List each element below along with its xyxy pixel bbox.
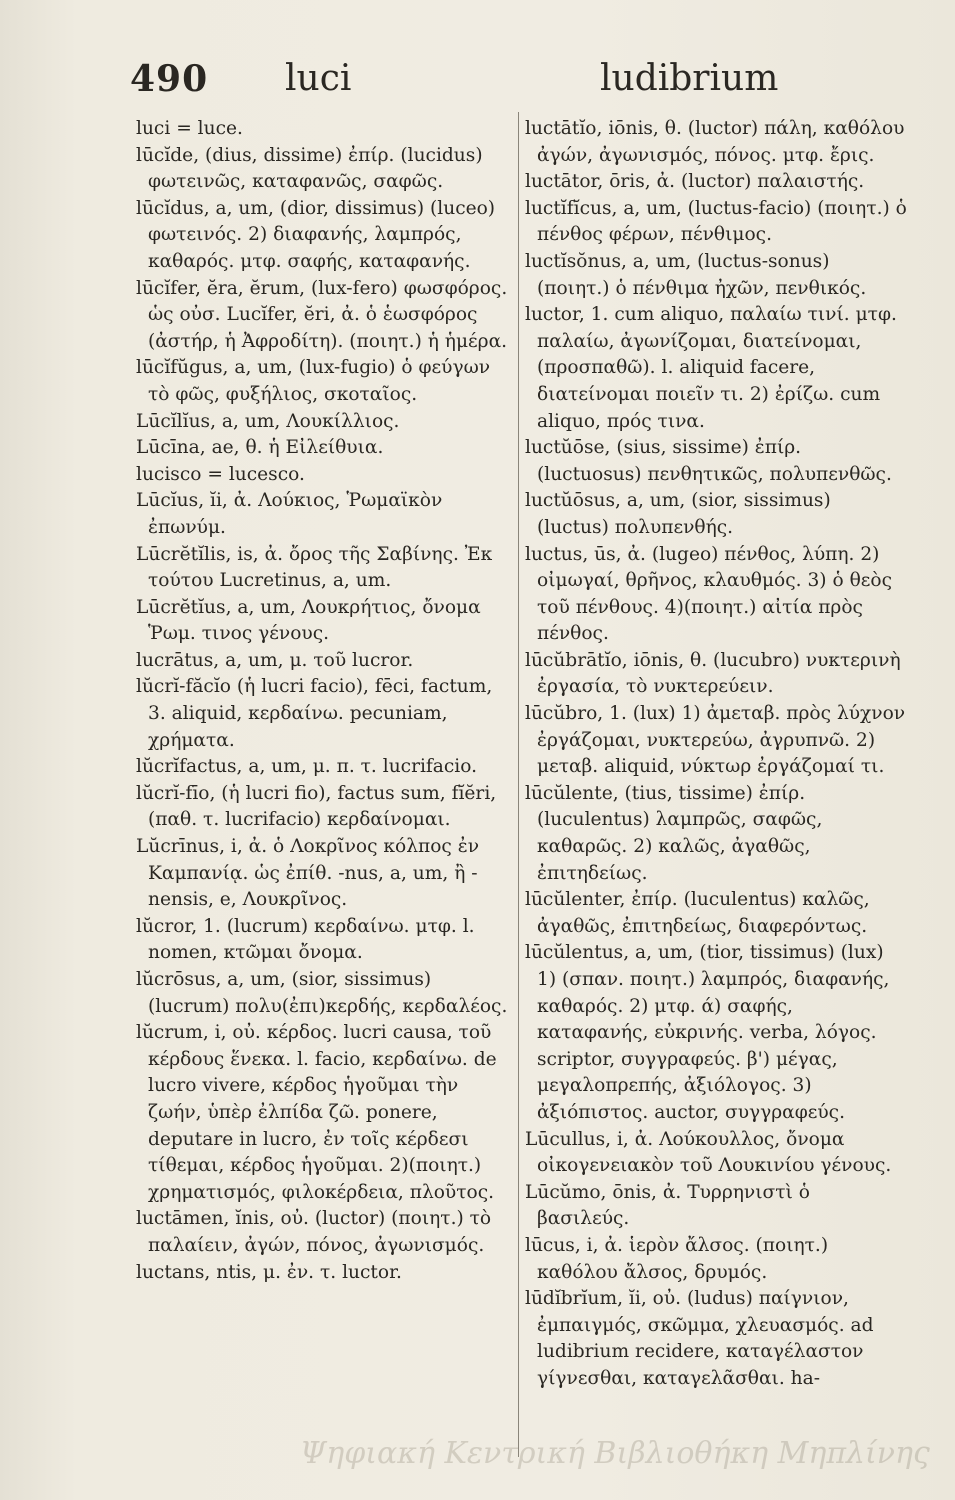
dictionary-entry: lucrātus, a, um, μ. τοῦ lucror. [136, 649, 414, 671]
dictionary-entry: luctor, 1. cum aliquo, παλαίω τινί. μτφ. παλαίω, ἀγωνίζομαι, διατείνομαι, (προσπαθῶ). l. aliquid facere, διατείνομαι ποιεῖν τι. 2) ἐρίζω. cum aliquo, πρός τινα. [525, 304, 897, 432]
dictionary-entry: lŭcrĭfactus, a, um, μ. π. τ. lucrifacio. [136, 756, 478, 778]
dictionary-entry: luctĭsŏnus, a, um, (luctus-sonus) (ποιητ.) ὁ πένθιμα ἠχῶν, πενθικός. [525, 250, 867, 299]
dictionary-entry: luctātĭo, iōnis, θ. (luctor) πάλη, καθόλου ἀγών, ἀγωνισμός, πόνος. μτφ. ἔρις. [525, 118, 905, 166]
dictionary-entry: lūcŭbro, 1. (lux) 1) ἀμεταβ. πρὸς λύχνον ἐργάζομαι, νυκτερεύω, ἀγρυπνῶ. 2) μεταβ. aliquid, νύκτωρ ἐργάζομαί τι. [525, 703, 906, 778]
left-running-headword: luci [285, 58, 352, 99]
library-watermark: Ψηφιακή Κεντρική Βιβλιοθήκη Μηπλίνης [300, 1436, 930, 1471]
dictionary-entry: lūcŭlenter, ἐπίρ. (luculentus) καλῶς, ἀγαθῶς, ἐπιτηδείως, διαφερόντως. [525, 889, 870, 937]
dictionary-entry: lūcĭfer, ĕra, ĕrum, (lux-fero) φωσφόρος. ὡς οὐσ. Lucĭfer, ĕri, ἀ. ὁ ἑωσφόρος (ἀστήρ, ἡ Ἀφροδίτη). (ποιητ.) ἡ ἡμέρα. [136, 277, 508, 352]
dictionary-entry: lŭcrum, i, οὐ. κέρδος. lucri causa, τοῦ κέρδους ἕνεκα. l. facio, κερδαίνω. de lucro vivere, κέρδος ἡγοῦμαι τὴν ζωήν, ὑπὲρ ἐλπίδα ζῶ. ponere, deputare in lucro, ἐν τοῖς κέρδεσι τίθεμαι, κέρδος ἡγοῦμαι. 2)(ποιητ.) χρηματισμός, φιλοκέρδεια, πλοῦτος. [136, 1022, 497, 1203]
column-divider [518, 112, 519, 1457]
dictionary-entry: Lūcŭmo, ōnis, ἀ. Τυρρηνιστὶ ὁ βασιλεύς. [525, 1181, 810, 1230]
dictionary-entry: Lūcīna, ae, θ. ἡ Εἰλείθυια. [136, 437, 384, 459]
dictionary-entry: Lūcĭlĭus, a, um, Λουκίλλιος. [136, 410, 400, 432]
dictionary-entry: lūdĭbrĭum, ĭi, οὐ. (ludus) παίγνιον, ἐμπαιγμός, σκῶμμα, χλευασμός. ad ludibrium recidere, καταγέλαστον γίγνεσθαι, καταγελᾶσθαι. ha- [525, 1288, 874, 1389]
dictionary-entry: lūcŭlente, (tius, tissime) ἐπίρ. (luculentus) λαμπρῶς, σαφῶς, καθαρῶς. 2) καλῶς, ἀγαθῶς, ἐπιτηδείως. [525, 782, 823, 884]
dictionary-entry: luci = luce. [136, 118, 243, 139]
dictionary-entry: lŭcrĭ-fīo, (ἡ lucri fio), factus sum, fĭĕri, (παθ. τ. lucrifacio) κερδαίνομαι. [136, 782, 497, 831]
dictionary-entry: luctus, ūs, ἀ. (lugeo) πένθος, λύπη. 2) οἰμωγαί, θρῆνος, κλαυθμός. 3) ὁ θεὸς τοῦ πένθους. 4)(ποιητ.) αἰτία πρὸς πένθος. [525, 543, 893, 645]
dictionary-entry: lūcus, i, ἀ. ἱερὸν ἄλσος. (ποιητ.) καθόλου ἄλσος, δρυμός. [525, 1234, 829, 1283]
dictionary-entry: lucisco = lucesco. [136, 463, 305, 485]
dictionary-entry: lūcĭdus, a, um, (dior, dissimus) (luceo) φωτεινός. 2) διαφανής, λαμπρός, καθαρός. μτφ. σαφής, καταφανής. [136, 197, 496, 272]
dictionary-entry: Lŭcrīnus, i, ἀ. ὁ Λοκρῖνος κόλπος ἐν Καμπανίᾳ. ὡς ἐπίθ. -nus, a, um, ἢ -nensis, e, Λουκρῖνος. [136, 836, 480, 911]
dictionary-entry: lūcĭde, (dius, dissime) ἐπίρ. (lucidus) φωτεινῶς, καταφανῶς, σαφῶς. [136, 144, 483, 193]
left-column [136, 116, 514, 1286]
page-number: 490 [130, 58, 209, 100]
dictionary-entry: lūcŭbrātĭo, iōnis, θ. (lucubro) νυκτερινὴ ἐργασία, τὸ νυκτερεύειν. [525, 649, 901, 698]
dictionary-entry: lŭcrōsus, a, um, (sior, sissimus) (lucrum) πολυ(ἐπι)κερδής, κερδαλέος. [136, 969, 508, 1017]
dictionary-entry: Lūcullus, i, ἀ. Λούκουλλος, ὄνομα οἰκογενειακὸν τοῦ Λουκινίου γένους. [525, 1128, 892, 1177]
right-column [525, 116, 907, 1393]
dictionary-entry: luctĭfĭcus, a, um, (luctus-facio) (ποιητ.) ὁ πένθος φέρων, πένθιμος. [525, 197, 907, 246]
dictionary-entry: luctŭōsus, a, um, (sior, sissimus) (luctus) πολυπενθής. [525, 490, 831, 538]
dictionary-entry: lūcĭfŭgus, a, um, (lux-fugio) ὁ φεύγων τὸ φῶς, φυξήλιος, σκοταῖος. [136, 357, 491, 405]
dictionary-entry: lūcŭlentus, a, um, (tior, tissimus) (lux) 1) (σπαν. ποιητ.) λαμπρός, διαφανής, καθαρός. 2) μτφ. ά) σαφής, καταφανής, εὐκρινής. verba, λόγος. scriptor, συγγραφεύς. β') μέγας, μεγαλοπρεπής, ἀξιόλογος. 3) ἀξιόπιστος. auctor, συγγραφεύς. [525, 942, 890, 1123]
dictionary-entry: Lūcrĕtĭlis, is, ἀ. ὄρος τῆς Σαβίνης. Ἐκ τούτου Lucretinus, a, um. [136, 543, 493, 592]
dictionary-entry: luctans, ntis, μ. ἐν. τ. luctor. [136, 1261, 402, 1283]
dictionary-entry: luctŭōse, (sius, sissime) ἐπίρ. (luctuosus) πενθητικῶς, πολυπενθῶς. [525, 437, 892, 485]
dictionary-entry: luctātor, ōris, ἀ. (luctor) παλαιστής. [525, 171, 865, 193]
dictionary-entry: Lūcrĕtĭus, a, um, Λουκρήτιος, ὄνομα Ῥωμ. τινος γένους. [136, 596, 481, 645]
right-running-headword: ludibrium [600, 58, 779, 99]
page-header [130, 58, 800, 108]
dictionary-entry: luctāmen, ĭnis, οὐ. (luctor) (ποιητ.) τὸ παλαίειν, ἀγών, πόνος, ἀγωνισμός. [136, 1208, 492, 1256]
dictionary-entry: Lūcĭus, ĭi, ἀ. Λούκιος, Ῥωμαϊκὸν ἐπωνύμ. [136, 490, 443, 538]
dictionary-entry: lŭcrĭ-făcĭo (ἡ lucri facio), fēci, factum, 3. aliquid, κερδαίνω. pecuniam, χρήματα. [136, 676, 493, 751]
dictionary-entry: lŭcror, 1. (lucrum) κερδαίνω. μτφ. l. nomen, κτῶμαι ὄνομα. [136, 915, 475, 964]
